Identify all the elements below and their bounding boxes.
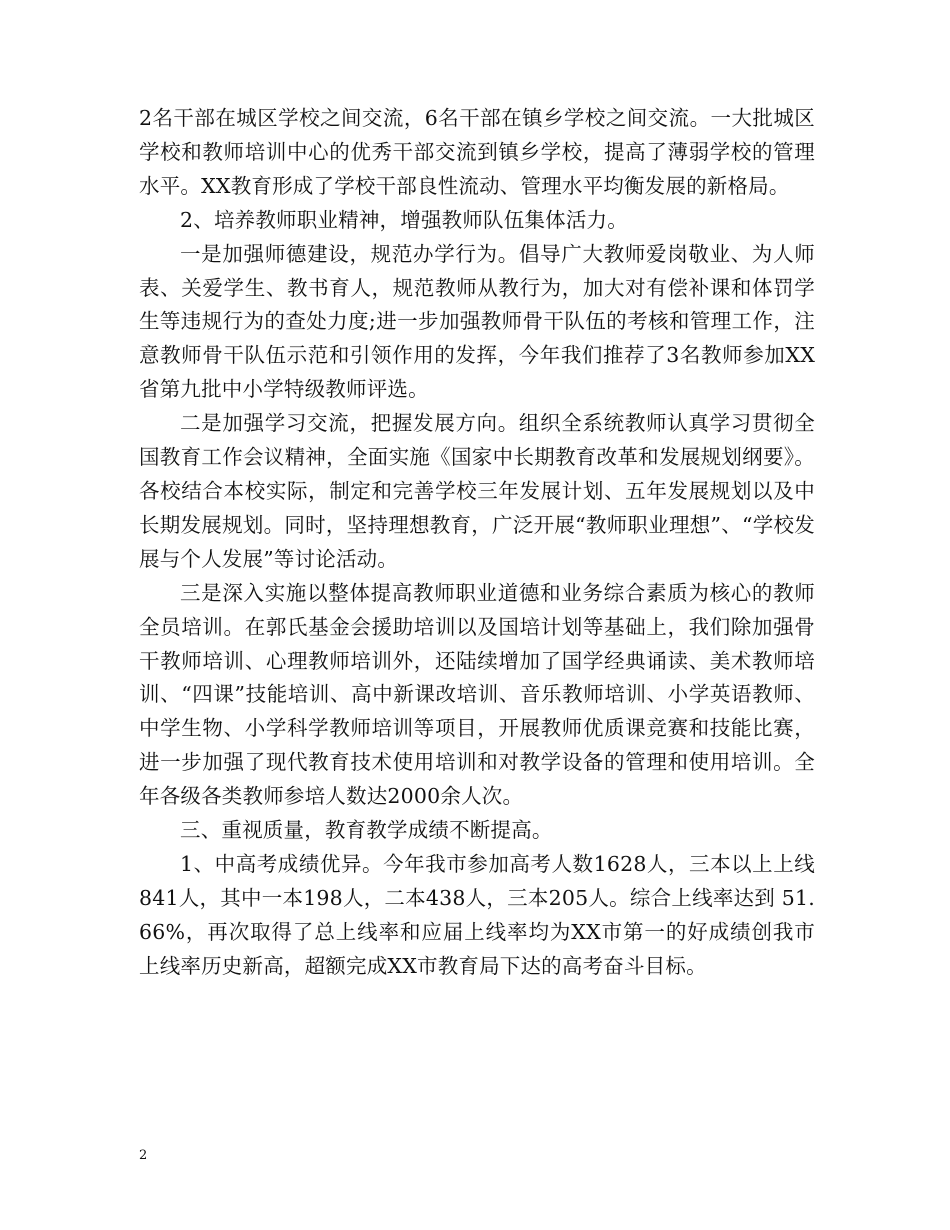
section-heading-3: 三、重视质量，教育教学成绩不断提高。 — [180, 818, 553, 843]
page-number: 2 — [139, 1148, 148, 1163]
paragraph-2-heading: 2、培养教师职业精神，增强教师队伍集体活力。 — [180, 207, 628, 232]
paragraph-4: 二是加强学习交流，把握发展方向。组织全系统教师认真学习贯彻全国教育工作会议精神，全面实施《国家中长期教育改革和发展规划纲要》。各校结合本校实际，制定和完善学校三年发展计划、五年发展规划以及中长期发展规划。同时，坚持理想教育，广泛开展“教师职业理想”、“学校发展与个人发展”等讨论活动。 — [139, 411, 815, 571]
paragraph-1: 2名干部在城区学校之间交流，6名干部在镇乡学校之间交流。一大批城区学校和教师培训中心的优秀干部交流到镇乡学校，提高了薄弱学校的管理水平。XX教育形成了学校干部良性流动、管理水平均衡发展的新格局。 — [139, 106, 815, 198]
paragraph-5: 三是深入实施以整体提高教师职业道德和业务综合素质为核心的教师全员培训。在郭氏基金会援助培训以及国培计划等基础上，我们除加强骨干教师培训、心理教师培训外，还陆续增加了国学经典诵读、美术教师培训、“四课”技能培训、高中新课改培训、音乐教师培训、小学英语教师、中学生物、小学科学教师培训等项目，开展教师优质课竞赛和技能比赛，进一步加强了现代教育技术使用培训和对教学设备的管理和使用培训。全年各级各类教师参培人数达2000余人次。 — [139, 580, 815, 809]
paragraph-3: 一是加强师德建设，规范办学行为。倡导广大教师爱岗敬业、为人师表、关爱学生、教书育人，规范教师从教行为，加大对有偿补课和体罚学生等违规行为的查处力度;进一步加强教师骨干队伍的考核和管理工作，注意教师骨干队伍示范和引领作用的发挥，今年我们推荐了3名教师参加XX省第九批中小学特级教师评选。 — [139, 241, 815, 402]
document-body — [139, 102, 815, 984]
paragraph-7: 1、中高考成绩优异。今年我市参加高考人数1628人，三本以上上线841人，其中一本198人，二本438人，三本205人。综合上线率达到 51.66%，再次取得了总上线率和应届上线率均为XX市第一的好成绩创我市上线率历史新高，超额完成XX市教育局下达的高考奋斗目标。 — [139, 851, 815, 978]
